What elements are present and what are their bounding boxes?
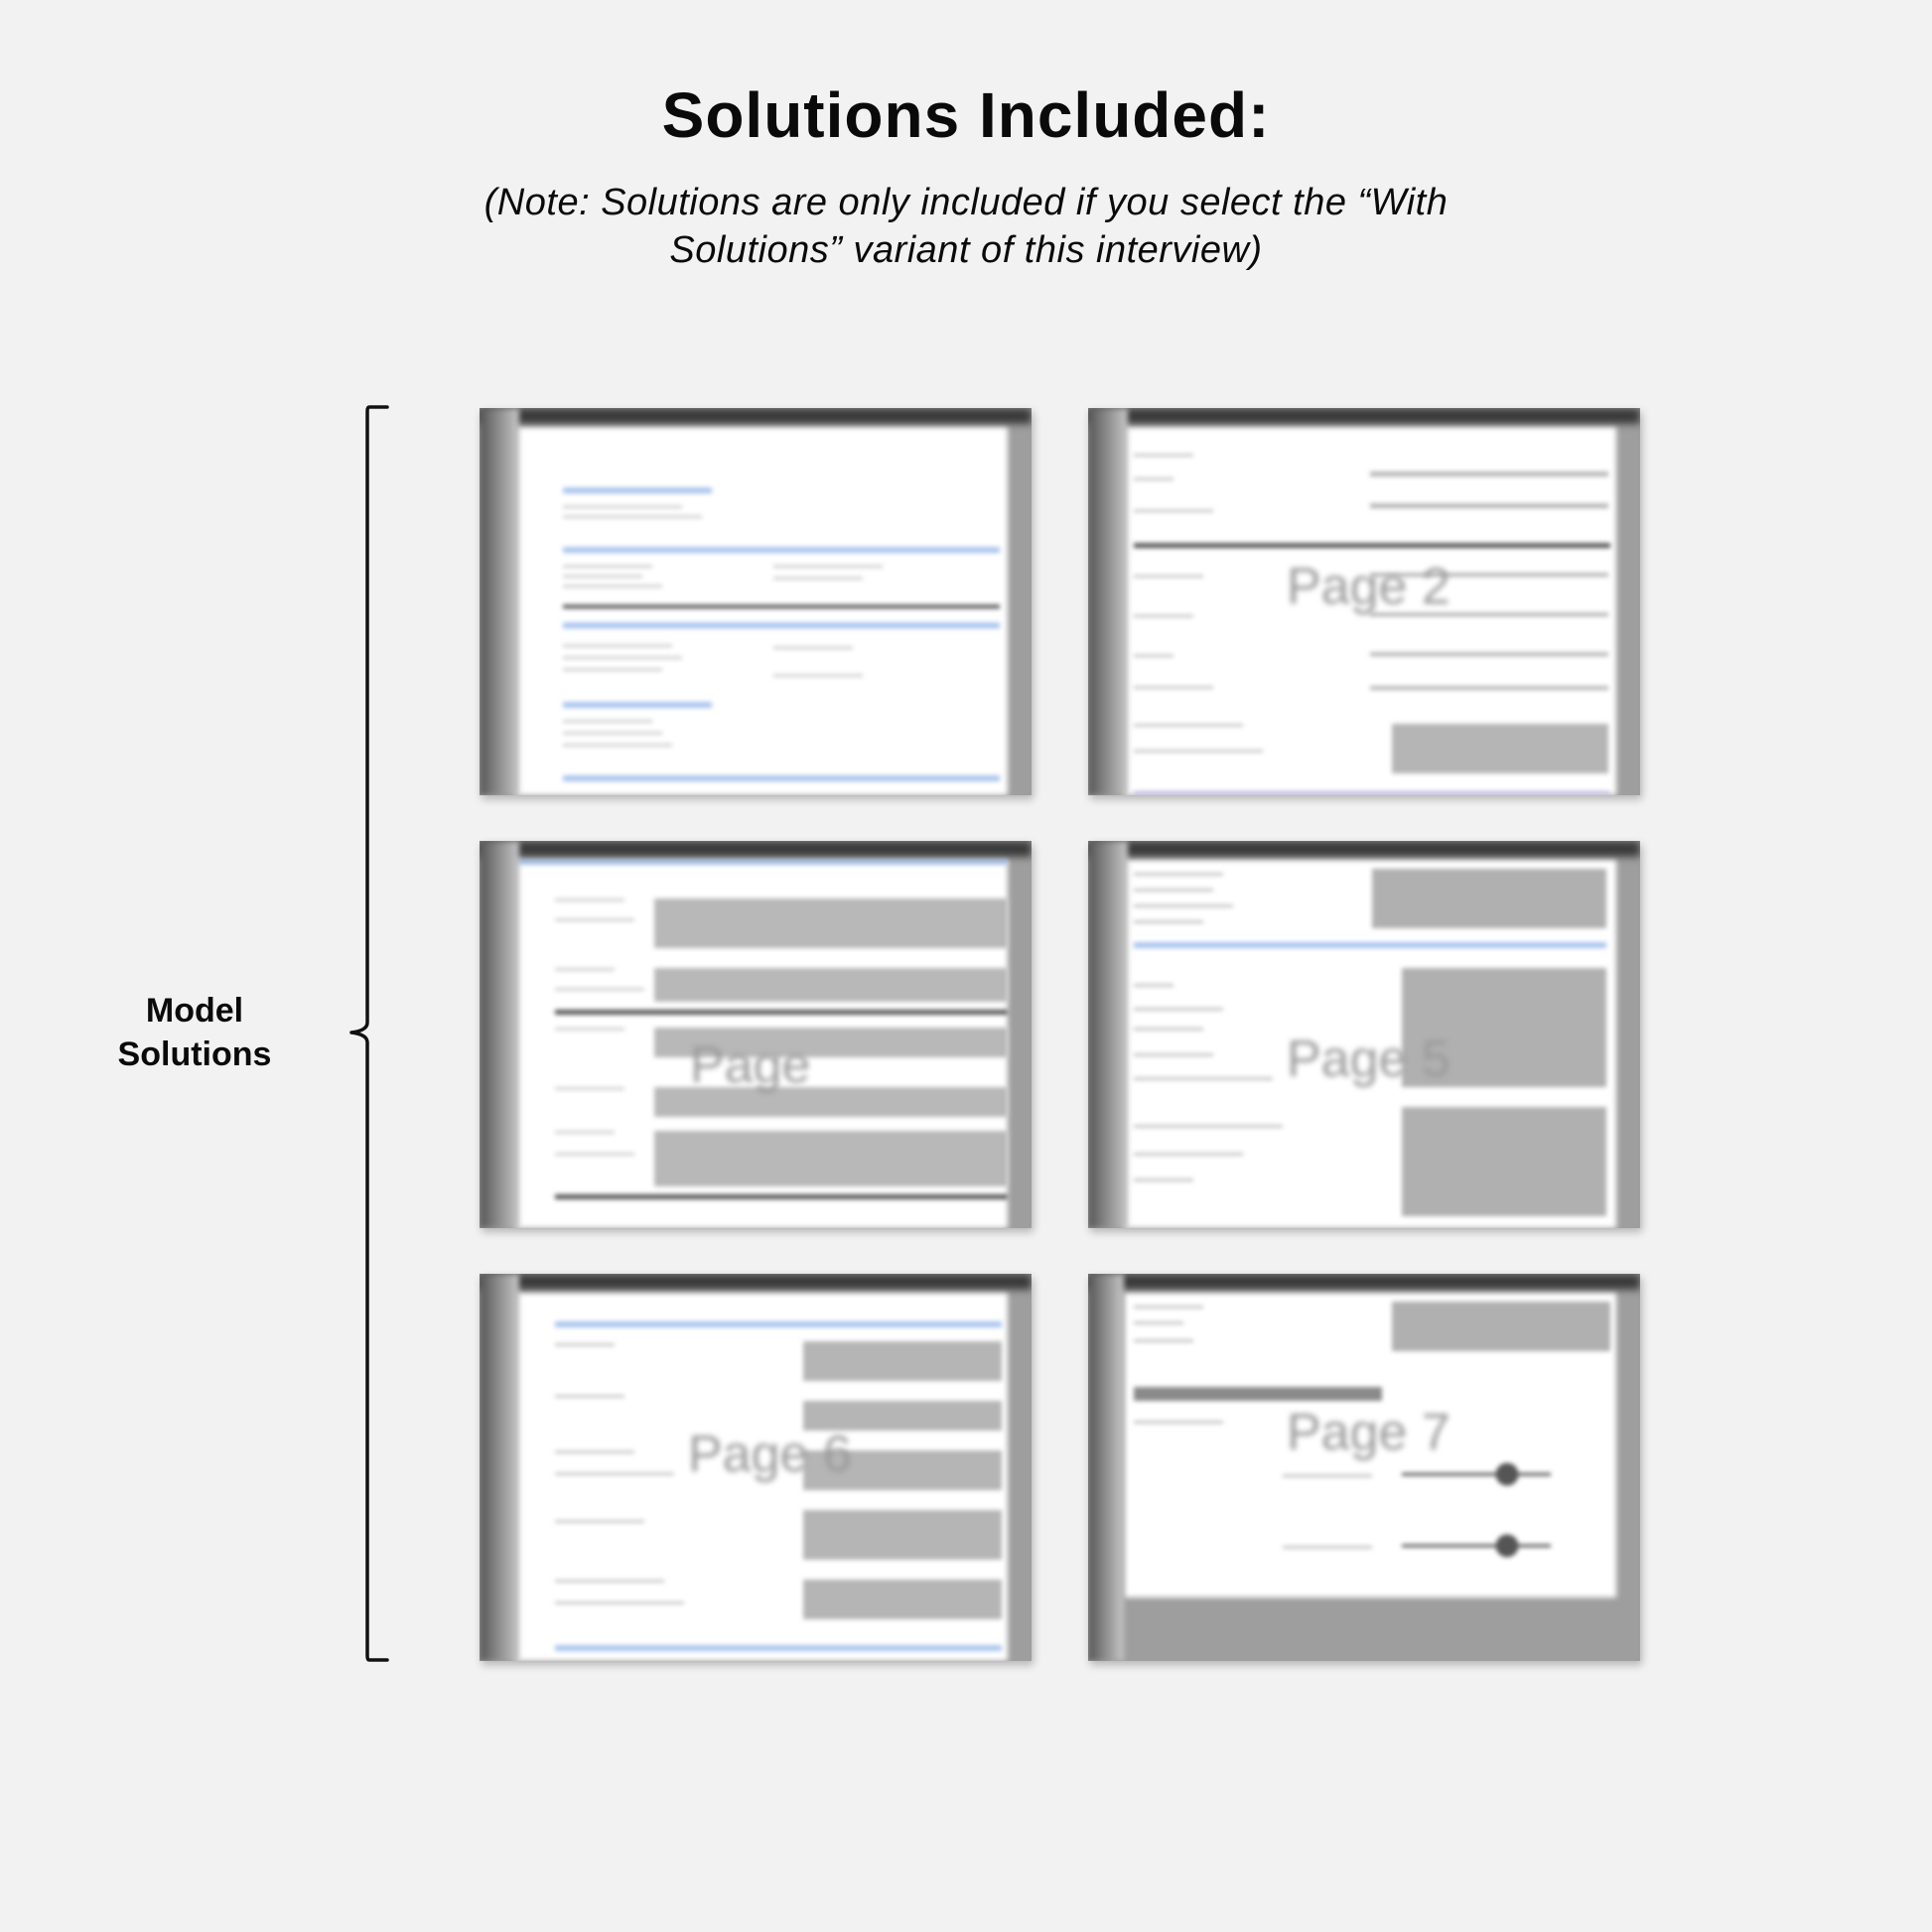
solution-thumbnail-6 — [1088, 1274, 1640, 1661]
solution-thumbnail-2 — [1088, 408, 1640, 795]
page-label: Page 7 — [1287, 1404, 1450, 1461]
page-label: Page 2 — [1287, 558, 1450, 616]
page-label: Page 6 — [688, 1426, 852, 1483]
page-label: Page — [690, 1036, 811, 1094]
solution-thumbnail-1 — [480, 408, 1032, 795]
solution-thumbnail-4 — [1088, 841, 1640, 1228]
solution-thumbnail-5 — [480, 1274, 1032, 1661]
solutions-note: (Note: Solutions are only included if you select the “With Solutions” variant of this interview) — [483, 182, 1449, 271]
model-solutions-label: Model Solutions — [117, 992, 272, 1073]
blurred-spreadsheet-preview — [1124, 1292, 1616, 1661]
page-title: Solutions Included: — [661, 79, 1271, 151]
page-label: Page 5 — [1287, 1031, 1450, 1088]
solution-thumbnail-3 — [480, 841, 1032, 1228]
curly-brace-bracket — [344, 405, 393, 1662]
blurred-spreadsheet-preview — [515, 426, 1008, 795]
